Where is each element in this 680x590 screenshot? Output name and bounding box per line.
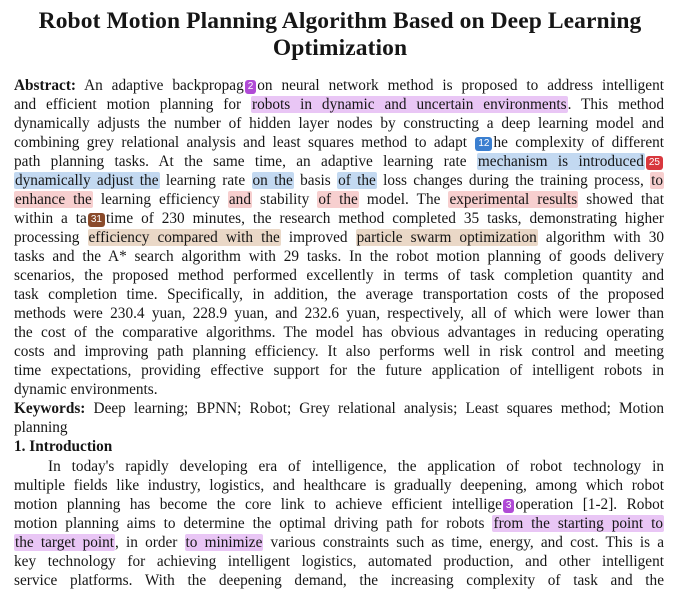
abstract-text: An adaptive backpropag (84, 77, 244, 94)
abstract-text: time of 230 minutes, the research method completed 35 tasks, demonstrating higher (105, 210, 664, 227)
abstract-text: improved (280, 229, 356, 246)
abstract-text: processing (14, 229, 88, 246)
highlight-tan[interactable]: efficiency compared with the (88, 229, 280, 246)
abstract-line-5 (14, 152, 664, 171)
highlight-purple[interactable]: robots in dynamic and uncertain environments (251, 96, 567, 113)
annotation-badge-3[interactable]: 3 (503, 499, 515, 513)
annotation-badge-2[interactable]: 2 (245, 80, 257, 94)
keywords-line-1 (14, 399, 664, 418)
highlight-blue[interactable]: of the (338, 172, 376, 189)
abstract-text: within a ta (14, 210, 87, 227)
keywords-text: Deep learning; BPNN; Robot; Grey relational analysis; Least squares method; Motion (93, 400, 665, 417)
annotation-badge-25[interactable]: 25 (646, 156, 663, 170)
intro-line-2: multiple fields like industry, logistics, and healthcare is gradually deepening, among which robot (14, 477, 664, 494)
section-heading-text: 1. Introduction (14, 438, 113, 455)
highlight-red[interactable]: enhance the (15, 191, 92, 208)
abstract-text: learning rate (159, 172, 252, 189)
abstract-line-12: task completion time. Specifically, in addition, the average transportation costs of the proposed (14, 286, 664, 303)
abstract-text: loss changes during the training process, (376, 172, 651, 189)
abstract-text: and efficient motion planning for (14, 96, 251, 113)
intro-text: , in order (115, 534, 185, 551)
abstract-line-11: scenarios, the proposed method performed excellently in terms of task completion quantity and (14, 267, 664, 284)
abstract-text: algorithm with 30 (537, 229, 664, 246)
abstract-line-7 (14, 190, 664, 209)
abstract-text: . This method (567, 96, 664, 113)
intro-line-4 (14, 514, 664, 533)
intro-text: various constraints such as time, energy, and cost. This is a (263, 534, 664, 551)
abstract-text: showed that (578, 191, 664, 208)
abstract-text: he complexity of different (493, 134, 665, 151)
intro-text: operation [1-2]. Robot (515, 496, 664, 513)
abstract-line-2 (14, 95, 664, 114)
abstract-line-16: time expectations, providing effective support for the future application of intelligent robots in (14, 362, 664, 379)
highlight-purple[interactable]: to minimize (185, 534, 263, 551)
highlight-red[interactable]: and (228, 191, 251, 208)
abstract-line-14: the cost of the comparative algorithms. The model has obvious advantages in reducing operating (14, 324, 664, 341)
intro-line-7: service platforms. With the deepening demand, the increasing complexity of task and the (14, 572, 664, 589)
abstract-line-10: tasks and the A* search algorithm with 29 tasks. In the robot motion planning of goods delivery (14, 248, 664, 265)
abstract-line-15: costs and improving path planning efficiency. It also performs well in risk control and meeting (14, 343, 664, 360)
highlight-red[interactable]: of the (318, 191, 358, 208)
highlight-blue[interactable]: on the (252, 172, 293, 189)
keywords-label: Keywords: (14, 400, 86, 417)
abstract-line-13: methods were 230.4 yuan, 228.9 yuan, and 232.6 yuan, respectively, all of which were lower than (14, 305, 664, 322)
paper-title: Robot Motion Planning Algorithm Based on Deep Learning Optimization (38, 8, 642, 61)
abstract-line-4 (14, 133, 664, 152)
highlight-blue[interactable]: dynamically adjust the (15, 172, 159, 189)
abstract-text: combining grey relational analysis and least squares method to adapt (14, 134, 475, 151)
highlight-purple[interactable]: from the starting point to (493, 515, 663, 532)
paper-page (0, 8, 680, 589)
intro-line-3 (14, 495, 664, 514)
annotation-badge-31[interactable]: 31 (88, 213, 105, 227)
intro-line-5 (14, 533, 664, 552)
abstract-text: stability (251, 191, 318, 208)
abstract-text: path planning tasks. At the same time, an adaptive learning rate (14, 153, 477, 170)
intro-line-6: key technology for achieving intelligent logistics, automated production, and other intelligent (14, 553, 664, 570)
abstract-line-6 (14, 171, 664, 190)
highlight-purple[interactable]: the target point (15, 534, 115, 551)
keywords-line-2: planning (14, 419, 68, 436)
abstract-line-8 (14, 209, 664, 228)
abstract-text: model. The (358, 191, 449, 208)
abstract-label: Abstract: (14, 77, 77, 94)
intro-line-1: In today's rapidly developing era of intelligence, the application of robot technology in (48, 458, 664, 475)
abstract-line-1 (14, 76, 664, 95)
abstract-text: basis (293, 172, 338, 189)
highlight-red[interactable]: to (651, 172, 663, 189)
intro-text: motion planning aims to determine the optimal driving path for robots (14, 515, 493, 532)
abstract-line-17: dynamic environments. (14, 381, 158, 398)
highlight-blue[interactable]: mechanism is introduced (477, 153, 644, 170)
highlight-red[interactable]: experimental results (449, 191, 578, 208)
annotation-badge-12[interactable]: 12 (475, 137, 492, 151)
abstract-text: learning efficiency (92, 191, 228, 208)
section-heading (14, 437, 664, 456)
abstract-text: on neural network method is proposed to address intelligent (257, 77, 664, 94)
highlight-tan[interactable]: particle swarm optimization (356, 229, 537, 246)
intro-text: motion planning has become the core link to achieve efficient intellige (14, 496, 502, 513)
abstract-line-9 (14, 228, 664, 247)
abstract-line-3: dynamically adjusts the number of hidden layer nodes by constructing a deep learning model and (14, 115, 664, 132)
